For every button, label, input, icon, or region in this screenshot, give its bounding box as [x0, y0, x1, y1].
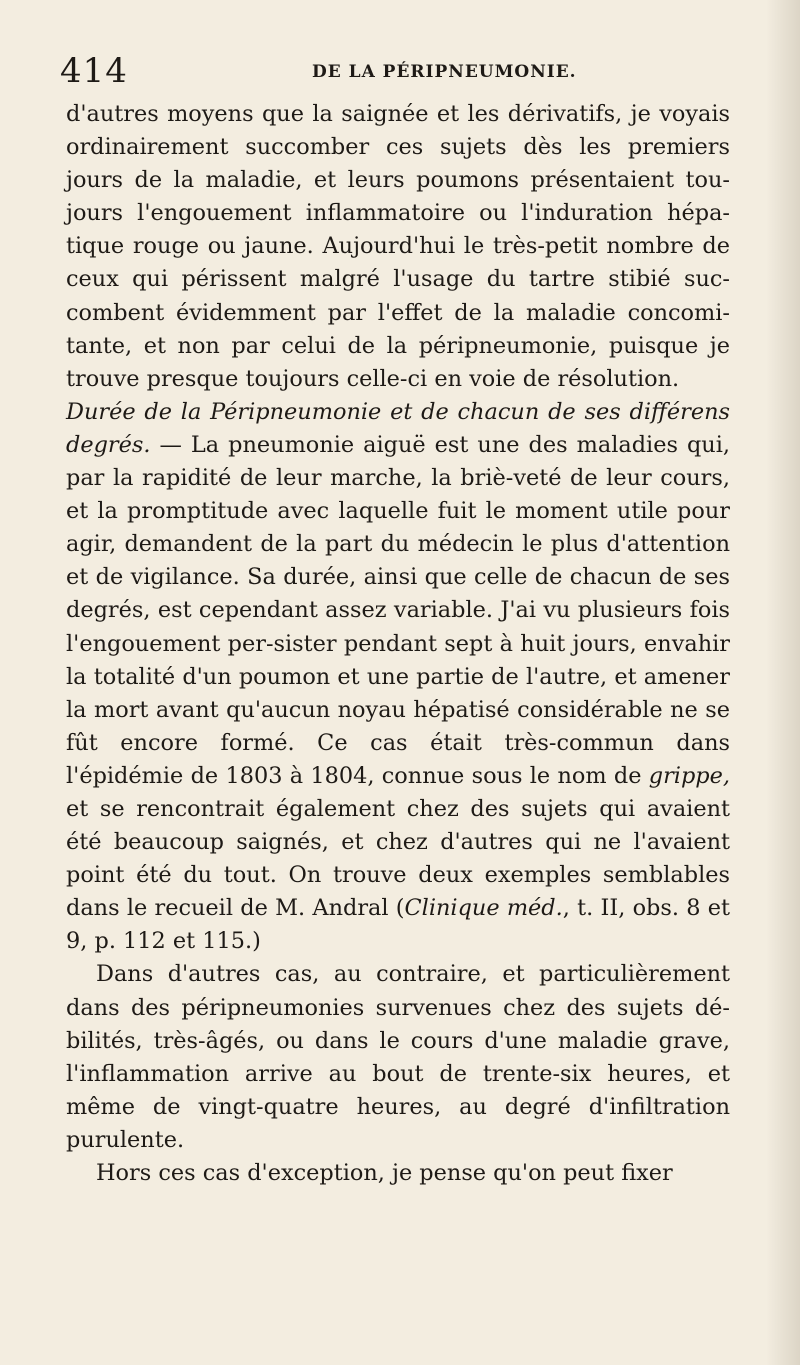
paragraph-4: Hors ces cas d'exception, je pense qu'on peut fixer	[96, 1160, 673, 1186]
paragraph-2	[66, 396, 730, 959]
citation-title: Clinique méd.	[404, 895, 563, 922]
paragraph-2-text-c: , t. II, obs. 8 et 9, p. 112 et 115.)	[66, 895, 730, 955]
paragraph-2-text-b: et se rencontrait également chez des sujets qui avaient été beaucoup saignés, et chez d'autres qui ne l'avaient point été du tout. On trouve deux exemples semblables dans le recueil de M. Andral (	[66, 795, 730, 922]
paragraph-2-text-a: — La pneumonie aiguë est une des maladies qui, par la rapidité de leur marche, la briè-veté de leur cours, et la promptitude avec laquelle fuit le moment utile pour agir, demandent de la part du médecin le plus d'attention et de vigilance. Sa durée, ainsi que celle de chacun de ses degrés, est cependant assez variable. J'ai vu plusieurs fois l'engouement per-sister pendant sept à huit jours, envahir la totalité d'un poumon et une partie de l'autre, et amener la mort avant qu'aucun noyau hépatisé considérable ne se fût encore formé. Ce cas était très-commun dans l'épidémie de 1803 à 1804, connue sous le nom de	[66, 431, 730, 789]
page-number: 414	[60, 51, 128, 91]
running-head: DE LA PÉRIPNEUMONIE.	[312, 62, 577, 82]
paragraph-1: d'autres moyens que la saignée et les dérivatifs, je voyais ordinairement succomber ces sujets dès les premiers jours de la maladie, et leurs poumons présentaient tou-jours l'engouement inflammatoire ou l'induration hépa-tique rouge ou jaune. Aujourd'hui le très-petit nombre de ceux qui périssent malgré l'usage du tartre stibié suc-combent évidemment par l'effet de la maladie concomi-tante, et non par celui de la péripneumonie, puisque je trouve presque toujours celle-ci en voie de résolution.	[66, 101, 730, 392]
paragraph-3: Dans d'autres cas, au contraire, et particulièrement dans des péripneumonies survenues chez des sujets dé-bilités, très-âgés, ou dans le cours d'une maladie grave, l'inflammation arrive au bout de trente-six heures, et même de vingt-quatre heures, au degré d'infiltration purulente.	[66, 961, 730, 1153]
section-heading: Durée de la Péripneumonie et de chacun de ses différens degrés.	[66, 398, 730, 458]
italic-term-grippe: grippe,	[648, 762, 730, 789]
page-header	[60, 50, 740, 92]
body-text	[66, 98, 730, 1328]
